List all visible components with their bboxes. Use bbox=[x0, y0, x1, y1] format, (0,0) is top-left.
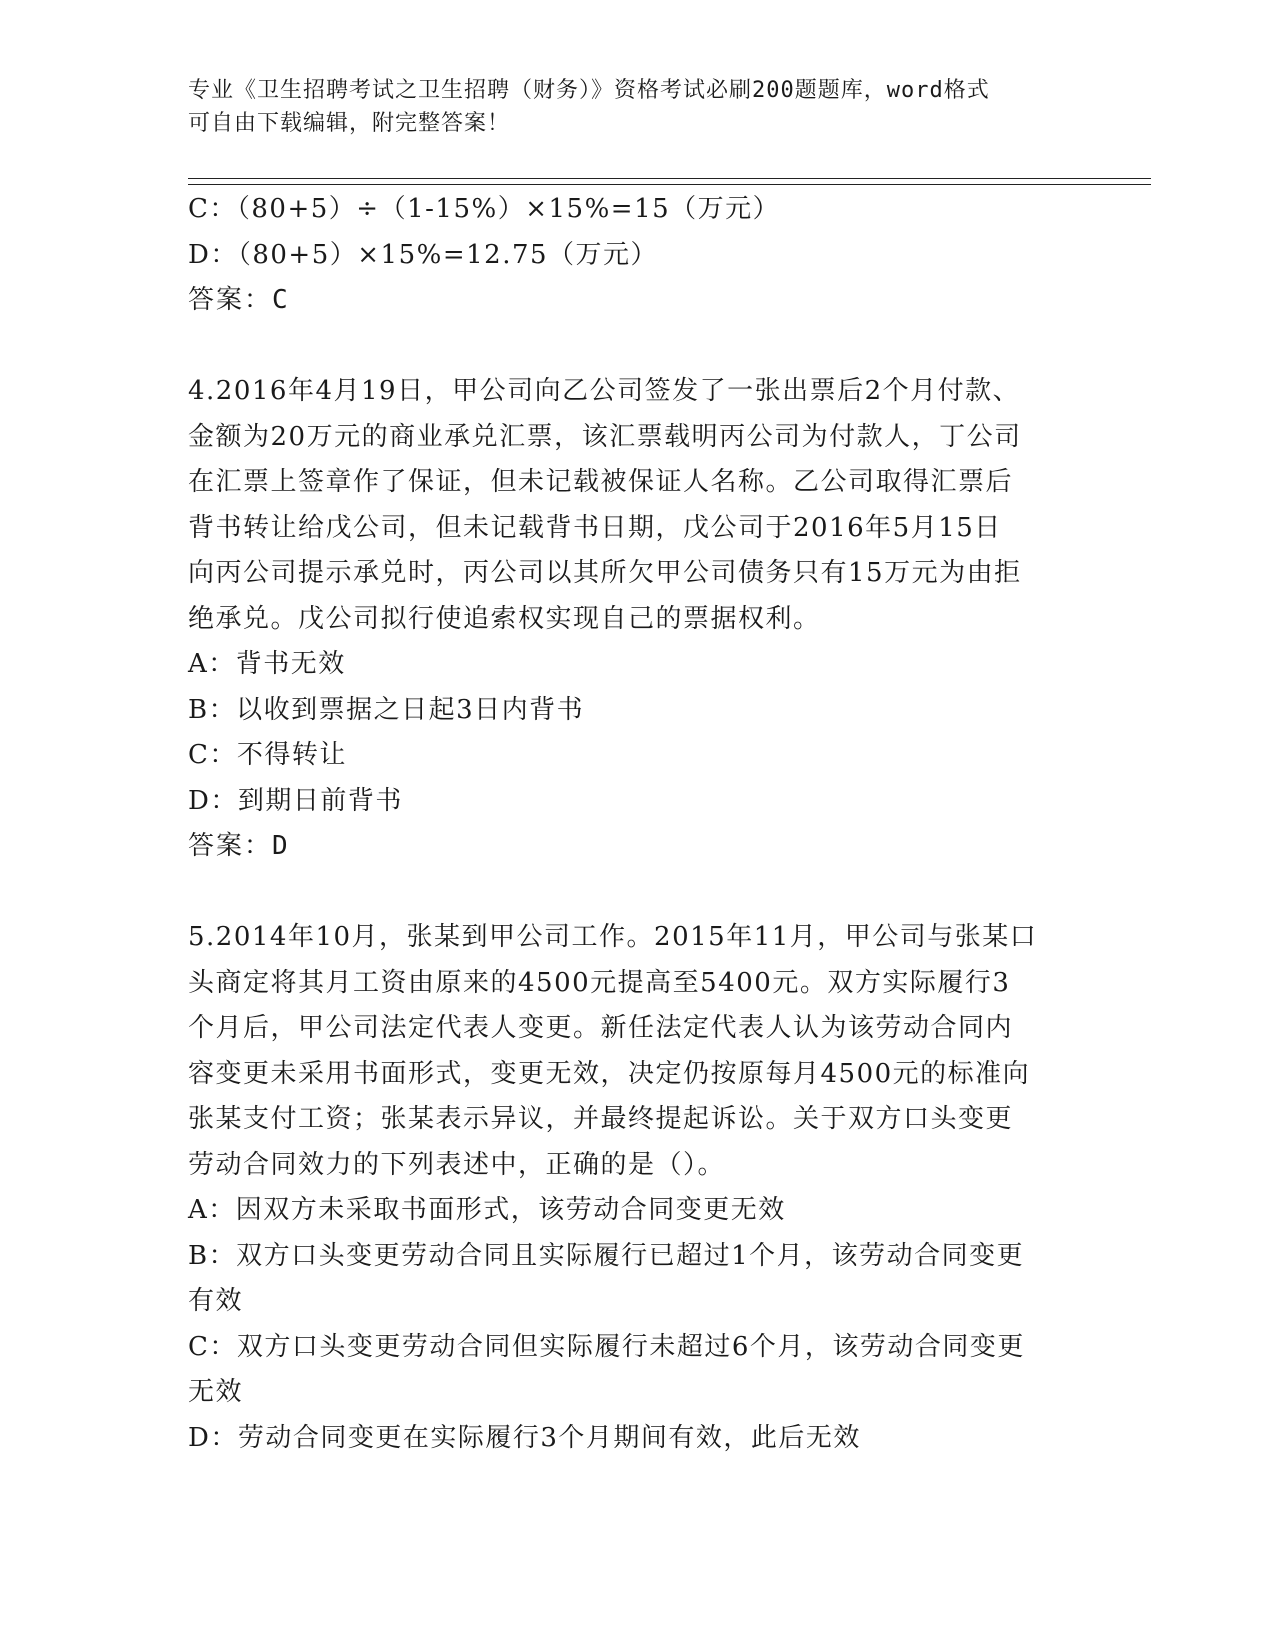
question-4 bbox=[188, 369, 1078, 870]
q4-stem bbox=[188, 369, 1078, 642]
q4-stem-line: 绝承兑。戊公司拟行使追索权实现自己的票据权利。 bbox=[188, 603, 821, 634]
q3-answer: 答案：C bbox=[188, 285, 290, 315]
question-3-tail bbox=[188, 187, 1078, 324]
q4-option-c: C：不得转让 bbox=[188, 740, 347, 770]
q5-option-a: A：因双方未采取书面形式，该劳动合同变更无效 bbox=[188, 1195, 786, 1225]
question-5 bbox=[188, 915, 1078, 1461]
q4-answer: 答案：D bbox=[188, 831, 290, 861]
q4-stem-line: 金额为20万元的商业承兑汇票，该汇票载明丙公司为付款人，丁公司 bbox=[188, 421, 1022, 452]
q5-stem-line: 容变更未采用书面形式，变更无效，决定仍按原每月4500元的标准向 bbox=[188, 1058, 1031, 1089]
header-title-line-1: 专业《卫生招聘考试之卫生招聘（财务）》资格考试必刷200题题库，word格式 bbox=[188, 78, 990, 103]
q4-stem-line: 在汇票上签章作了保证，但未记载被保证人名称。乙公司取得汇票后 bbox=[188, 467, 1014, 497]
q3-option-c: C：（80+5）÷（1-15%）×15%=15（万元） bbox=[188, 194, 781, 224]
q5-options bbox=[188, 1188, 1078, 1461]
q5-stem-line: 头商定将其月工资由原来的4500元提高至5400元。双方实际履行3 bbox=[188, 967, 1011, 998]
q3-option-d: D：（80+5）×15%=12.75（万元） bbox=[188, 239, 659, 270]
q5-stem-line: 张某支付工资；张某表示异议，并最终提起诉讼。关于双方口头变更 bbox=[188, 1104, 1014, 1134]
q5-option-c-continued: 无效 bbox=[188, 1377, 244, 1407]
q5-option-d: D：劳动合同变更在实际履行3个月期间有效，此后无效 bbox=[188, 1422, 861, 1453]
header-divider-bottom bbox=[188, 184, 1151, 185]
q5-stem-line: 5.2014年10月，张某到甲公司工作。2015年11月，甲公司与张某口 bbox=[188, 922, 1038, 952]
q5-stem-line: 劳动合同效力的下列表述中，正确的是（）。 bbox=[188, 1149, 726, 1180]
spacer bbox=[188, 324, 1078, 370]
spacer bbox=[188, 870, 1078, 916]
q5-option-b-continued: 有效 bbox=[188, 1286, 244, 1316]
q4-option-b: B：以收到票据之日起3日内背书 bbox=[188, 694, 585, 725]
q5-option-c: C：双方口头变更劳动合同但实际履行未超过6个月，该劳动合同变更 bbox=[188, 1331, 1025, 1362]
header-divider-top bbox=[188, 178, 1151, 179]
q4-option-a: A：背书无效 bbox=[188, 649, 346, 679]
q4-option-d: D：到期日前背书 bbox=[188, 785, 403, 816]
q4-stem-line: 向丙公司提示承兑时，丙公司以其所欠甲公司债务只有15万元为由拒 bbox=[188, 558, 1022, 588]
q4-options bbox=[188, 642, 1078, 824]
q4-stem-line: 背书转让给戊公司，但未记载背书日期，戊公司于2016年5月15日 bbox=[188, 512, 1002, 543]
q5-stem bbox=[188, 915, 1078, 1188]
q5-stem-line: 个月后，甲公司法定代表人变更。新任法定代表人认为该劳动合同内 bbox=[188, 1013, 1014, 1043]
document-body bbox=[188, 187, 1078, 1461]
header-title-line-2: 可自由下载编辑，附完整答案！ bbox=[188, 111, 511, 136]
page-header bbox=[188, 74, 1068, 140]
q5-option-b: B：双方口头变更劳动合同且实际履行已超过1个月，该劳动合同变更 bbox=[188, 1240, 1025, 1271]
q4-stem-line: 4.2016年4月19日，甲公司向乙公司签发了一张出票后2个月付款、 bbox=[188, 376, 1021, 406]
